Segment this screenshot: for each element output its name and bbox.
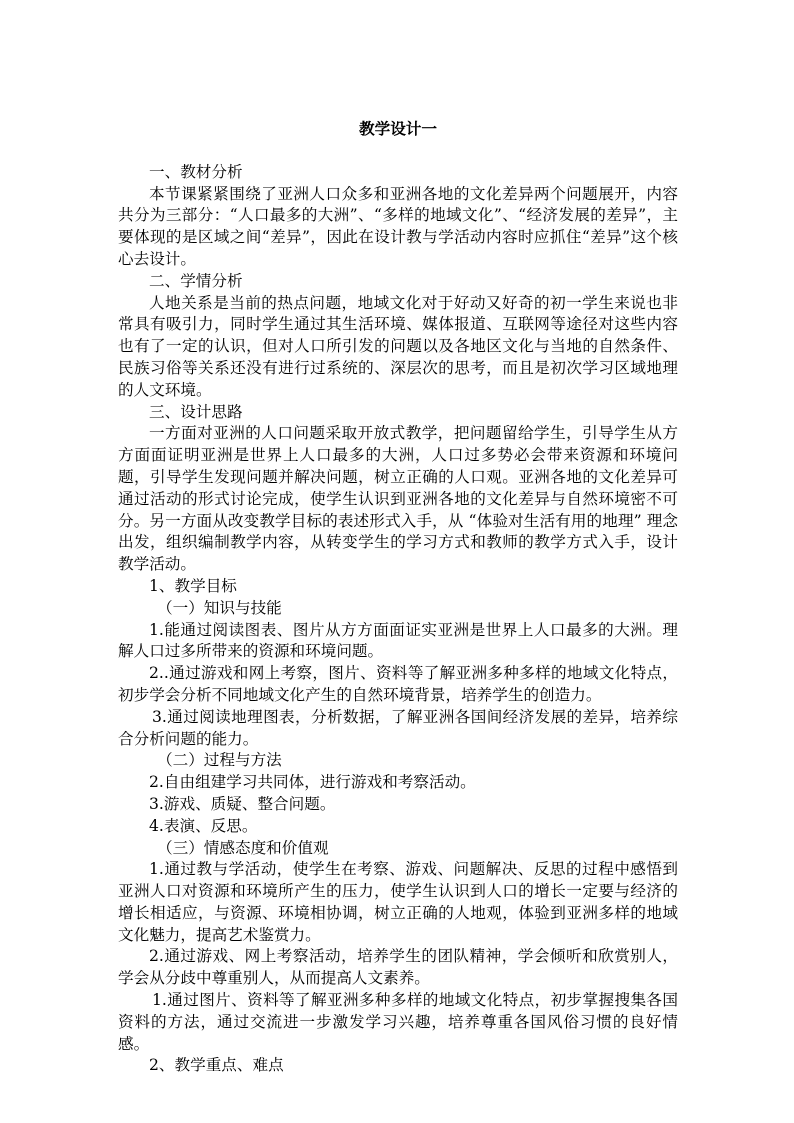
document-page [118,118,678,1077]
goal-method-3: 3.游戏、质疑、整合问题。 [149,794,336,813]
goal-method-4: 4.表演、反思。 [149,816,258,835]
paragraph-textbook-analysis: 本节课紧紧围绕了亚洲人口众多和亚洲各地的文化差异两个问题展开，内容共分为三部分：“人口最多的大洲”、“多样的地域文化”、“经济发展的差异”，主要体现的是区域之间“差异”，因此在设计教与学活动内容时应抓住“差异”这个核心去设计。 [118,184,678,268]
section-heading-focus-difficulty: 2、教学重点、难点 [149,1056,284,1075]
section-heading-student-analysis: 二、学情分析 [149,271,243,290]
section-heading-design-idea: 三、设计思路 [149,402,243,421]
subheading-knowledge-skills: （一）知识与技能 [157,598,282,617]
section-heading-textbook-analysis: 一、教材分析 [149,162,243,181]
paragraph-design-idea: 一方面对亚洲的人口问题采取开放式教学，把问题留给学生，引导学生从方方面面证明亚洲是世界上人口最多的大洲，人口过多势必会带来资源和环境问题，引导学生发现问题并解决问题，树立正确的人口观。亚洲各地的文化差异可通过活动的形式讨论完成，使学生认识到亚洲各地的文化差异与自然环境密不可分。另一方面从改变教学目标的表述形式入手，从 “体验对生活有用的地理” 理念出发，组织编制教学内容，从转变学生的学习方式和教师的教学方式入手，设计教学活动。 [118,424,678,574]
goal-emotion-1: 1.通过教与学活动，使学生在考察、游戏、问题解决、反思的过程中感悟到亚洲人口对资源和环境所产生的压力，使学生认识到人口的增长一定要与经济的增长相适应，与资源、环境相协调，树立正确的人地观，体验到亚洲多样的地域文化魅力，提高艺术鉴赏力。 [118,860,678,944]
subheading-process-methods: （二）过程与方法 [157,751,282,770]
goal-emotion-2: 2.通过游戏、网上考察活动，培养学生的团队精神，学会倾听和欣赏别人，学会从分歧中尊重别人，从而提高人文素养。 [118,947,678,988]
goal-emotion-3: 1.通过图片、资料等了解亚洲多种多样的地域文化特点，初步掌握搜集各国资料的方法，通过交流进一步激发学习兴趣，培养尊重各国风俗习惯的良好情感。 [118,991,678,1053]
section-heading-teaching-goals: 1、教学目标 [149,576,237,595]
subheading-emotion-values: （三）情感态度和价值观 [157,838,329,857]
goal-knowledge-2: 2..通过游戏和网上考察，图片、资料等了解亚洲多种多样的地域文化特点，初步学会分析不同地域文化产生的自然环境背景，培养学生的创造力。 [118,664,678,704]
goal-knowledge-3: 3.通过阅读地理图表，分析数据，了解亚洲各国间经济发展的差异，培养综合分析问题的能力。 [118,707,678,748]
paragraph-student-analysis: 人地关系是当前的热点问题，地域文化对于好动又好奇的初一学生来说也非常具有吸引力，同时学生通过其生活环境、媒体报道、互联网等途径对这些内容也有了一定的认识，但对人口所引发的问题以及各地区文化与当地的自然条件、民族习俗等关系还没有进行过系统的、深层次的思考，而且是初次学习区域地理的人文环境。 [118,293,678,399]
goal-knowledge-1: 1.能通过阅读图表、图片从方方面面证实亚洲是世界上人口最多的大洲。理解人口过多所带来的资源和环境问题。 [118,620,678,661]
goal-method-2: 2.自由组建学习共同体，进行游戏和考察活动。 [149,773,476,792]
document-title: 教学设计一 [359,119,437,138]
